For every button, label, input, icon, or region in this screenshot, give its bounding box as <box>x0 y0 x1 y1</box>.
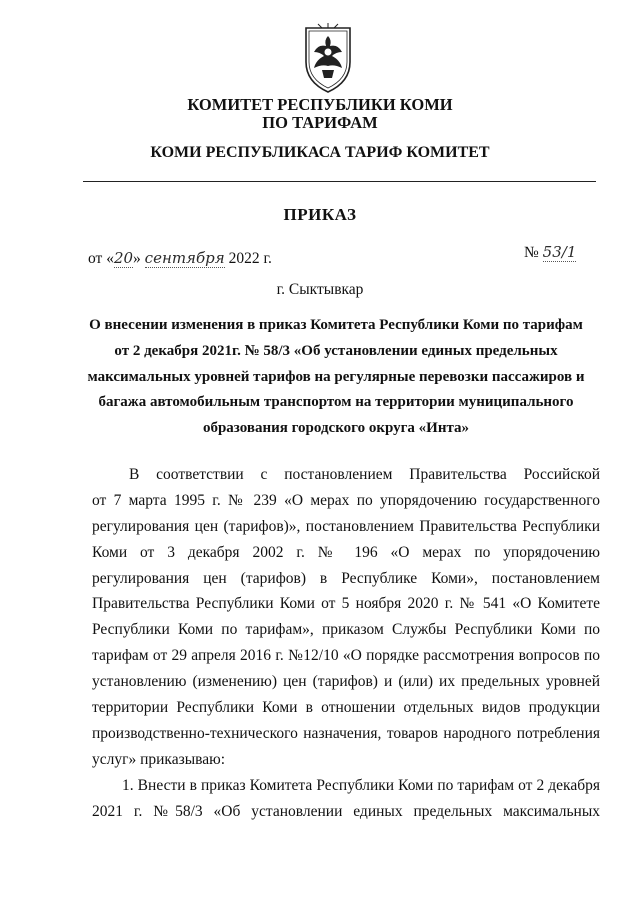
heading-line: от 2 декабря 2021г. № 58/3 «Об установлении единых предельных <box>114 342 558 359</box>
body-line: В соответствии с постановлением Правительства Российской <box>129 466 600 483</box>
heading-line: образования городского округа «Инта» <box>202 420 470 437</box>
document-date <box>88 249 272 268</box>
number-value: 53/1 <box>542 243 577 261</box>
body-line: регулирования цен (тарифов)», постановлением Правительства Республики <box>92 517 600 535</box>
document-city: г. Сыктывкар <box>276 281 364 298</box>
org-name-ru-line2: ПО ТАРИФАМ <box>262 113 378 132</box>
header-divider <box>83 181 596 182</box>
document-number <box>524 243 576 262</box>
body-line: Коми от 3 декабря 2002 г. № 196 «О мерах по упорядочению <box>92 543 600 561</box>
coat-of-arms-icon <box>300 22 356 94</box>
document-title: ПРИКАЗ <box>283 205 357 224</box>
body-line: услуг» приказываю: <box>92 750 226 768</box>
body-line: Правительства Республики Коми от 5 ноября 2020 г. № 541 «О Комитете <box>92 595 600 613</box>
body-line: Республики Коми по тарифам», приказом Службы Республики Коми по <box>92 621 600 639</box>
body-line: 1. Внести в приказ Комитета Республики Коми по тарифам от 2 декабря <box>122 776 600 794</box>
date-year: 2022 г. <box>224 250 272 267</box>
body-line: регулирования цен (тарифов) в Республике Коми», постановлением <box>92 569 600 587</box>
date-month: сентября <box>144 249 225 267</box>
org-name-ru-line1: КОМИТЕТ РЕСПУБЛИКИ КОМИ <box>187 95 453 114</box>
body-line: от 7 марта 1995 г. № 239 «О мерах по упорядочению государственного <box>92 491 600 509</box>
order-body <box>92 462 600 824</box>
order-heading <box>70 313 602 442</box>
date-prefix: от « <box>88 250 114 267</box>
body-line: установлению (изменению) цен (тарифов) и (или) их предельных уровней <box>92 673 600 691</box>
body-line: территории Республики Коми в отношении отдельных видов продукции <box>92 699 600 717</box>
org-name-komi: КОМИ РЕСПУБЛИКАСА ТАРИФ КОМИТЕТ <box>150 144 490 161</box>
date-day: 20 <box>113 249 134 267</box>
body-line: тарифам от 29 апреля 2016 г. №12/10 «О порядке рассмотрения вопросов по <box>92 647 600 665</box>
heading-line: О внесении изменения в приказ Комитета Республики Коми по тарифам <box>89 317 583 333</box>
date-mid: » <box>133 250 145 267</box>
heading-line: максимальных уровней тарифов на регулярные перевозки пассажиров и <box>87 368 585 385</box>
heading-line: багажа автомобильным транспортом на территории муниципального <box>98 394 574 411</box>
body-line: производственно-технического назначения, товаров народного потребления <box>92 724 600 742</box>
body-line: 2021 г. №58/3 «Об установлении единых предельных максимальных <box>92 802 600 820</box>
number-prefix: № <box>524 244 543 261</box>
